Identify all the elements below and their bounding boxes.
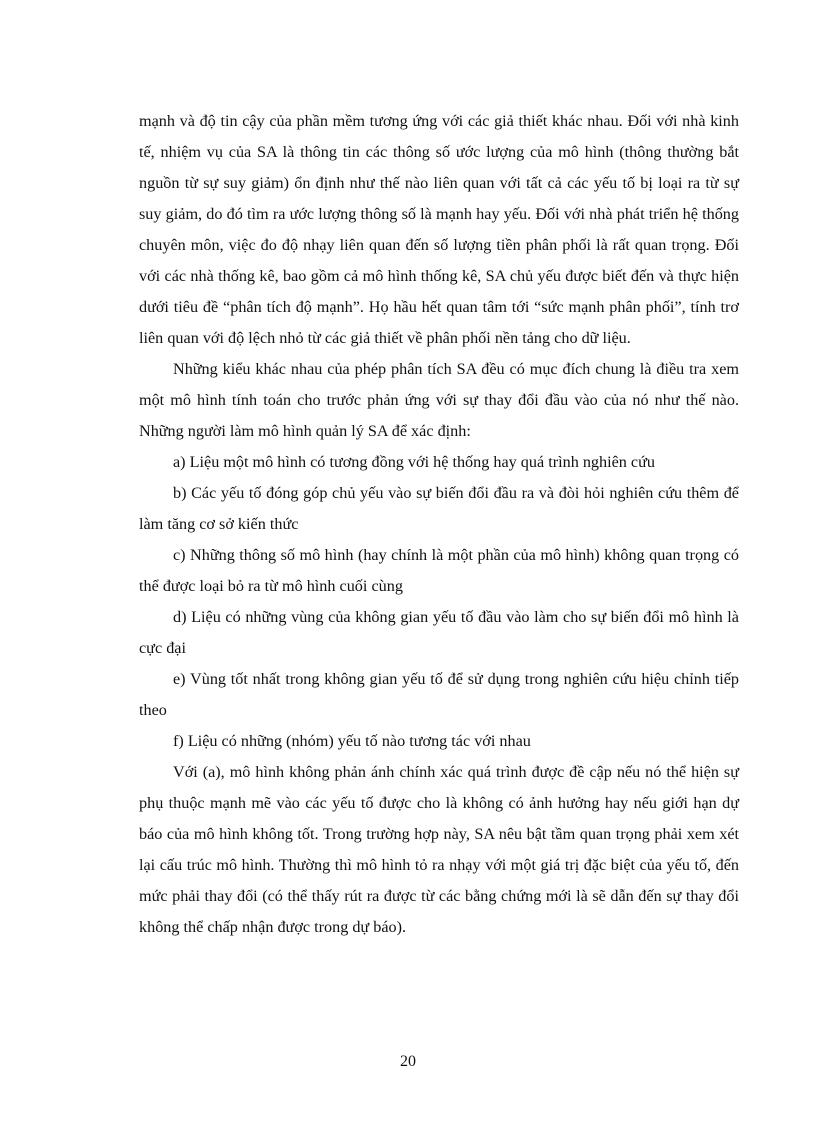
list-item-b: b) Các yếu tố đóng góp chủ yếu vào sự biến đổi đầu ra và đòi hỏi nghiên cứu thêm để làm tăng cơ sở kiến thức	[139, 484, 739, 533]
list-item-f: f) Liệu có những (nhóm) yếu tố nào tương tác với nhau	[173, 732, 531, 750]
list-item-c: c) Những thông số mô hình (hay chính là một phần của mô hình) không quan trọng có thể được loại bỏ ra từ mô hình cuối cùng	[139, 546, 739, 595]
paragraph-continuation: mạnh và độ tin cậy của phần mềm tương ứng với các giả thiết khác nhau. Đối với nhà kinh tế, nhiệm vụ của SA là thông tin các thông số ước lượng của mô hình (thông thường bắt nguồn từ sự suy giảm) ổn định như thế nào liên quan với tất cả các yếu tố bị loại ra từ sự suy giảm, do đó tìm ra ước lượng thông số là mạnh hay yếu. Đối với nhà phát triển hệ thống chuyên môn, việc đo độ nhạy liên quan đến số lượng tiền phân phối là rất quan trọng. Đối với các nhà thống kê, bao gồm cả mô hình thống kê, SA chủ yếu được biết đến và thực hiện dưới tiêu đề “phân tích độ mạnh”. Họ hầu hết quan tâm tới “sức mạnh phân phối”, tính trơ liên quan với độ lệch nhỏ từ các giả thiết về phân phối nền tảng cho dữ liệu.	[139, 112, 739, 347]
list-item-d: d) Liệu có những vùng của không gian yếu tố đầu vào làm cho sự biến đổi mô hình là cực đại	[139, 608, 739, 657]
paragraph-discussion: Với (a), mô hình không phản ánh chính xác quá trình được đề cập nếu nó thể hiện sự phụ thuộc mạnh mẽ vào các yếu tố được cho là không có ảnh hưởng hay nếu giới hạn dự báo của mô hình không tốt. Trong trường hợp này, SA nêu bật tầm quan trọng phải xem xét lại cấu trúc mô hình. Thường thì mô hình tỏ ra nhạy với một giá trị đặc biệt của yếu tố, đến mức phải thay đổi (có thể thấy rút ra được từ các bằng chứng mới là sẽ dẫn đến sự thay đổi không thể chấp nhận được trong dự báo).	[139, 763, 739, 936]
page-number: 20	[400, 1053, 416, 1070]
paragraph-intro: Những kiểu khác nhau của phép phân tích SA đều có mục đích chung là điều tra xem một mô hình tính toán cho trước phản ứng với sự thay đổi đầu vào của nó như thế nào. Những người làm mô hình quản lý SA để xác định:	[139, 360, 739, 440]
list-item-e: e) Vùng tốt nhất trong không gian yếu tố để sử dụng trong nghiên cứu hiệu chỉnh tiếp theo	[139, 670, 739, 719]
page-body	[139, 106, 739, 943]
list-item-a: a) Liệu một mô hình có tương đồng với hệ thống hay quá trình nghiên cứu	[173, 453, 655, 471]
